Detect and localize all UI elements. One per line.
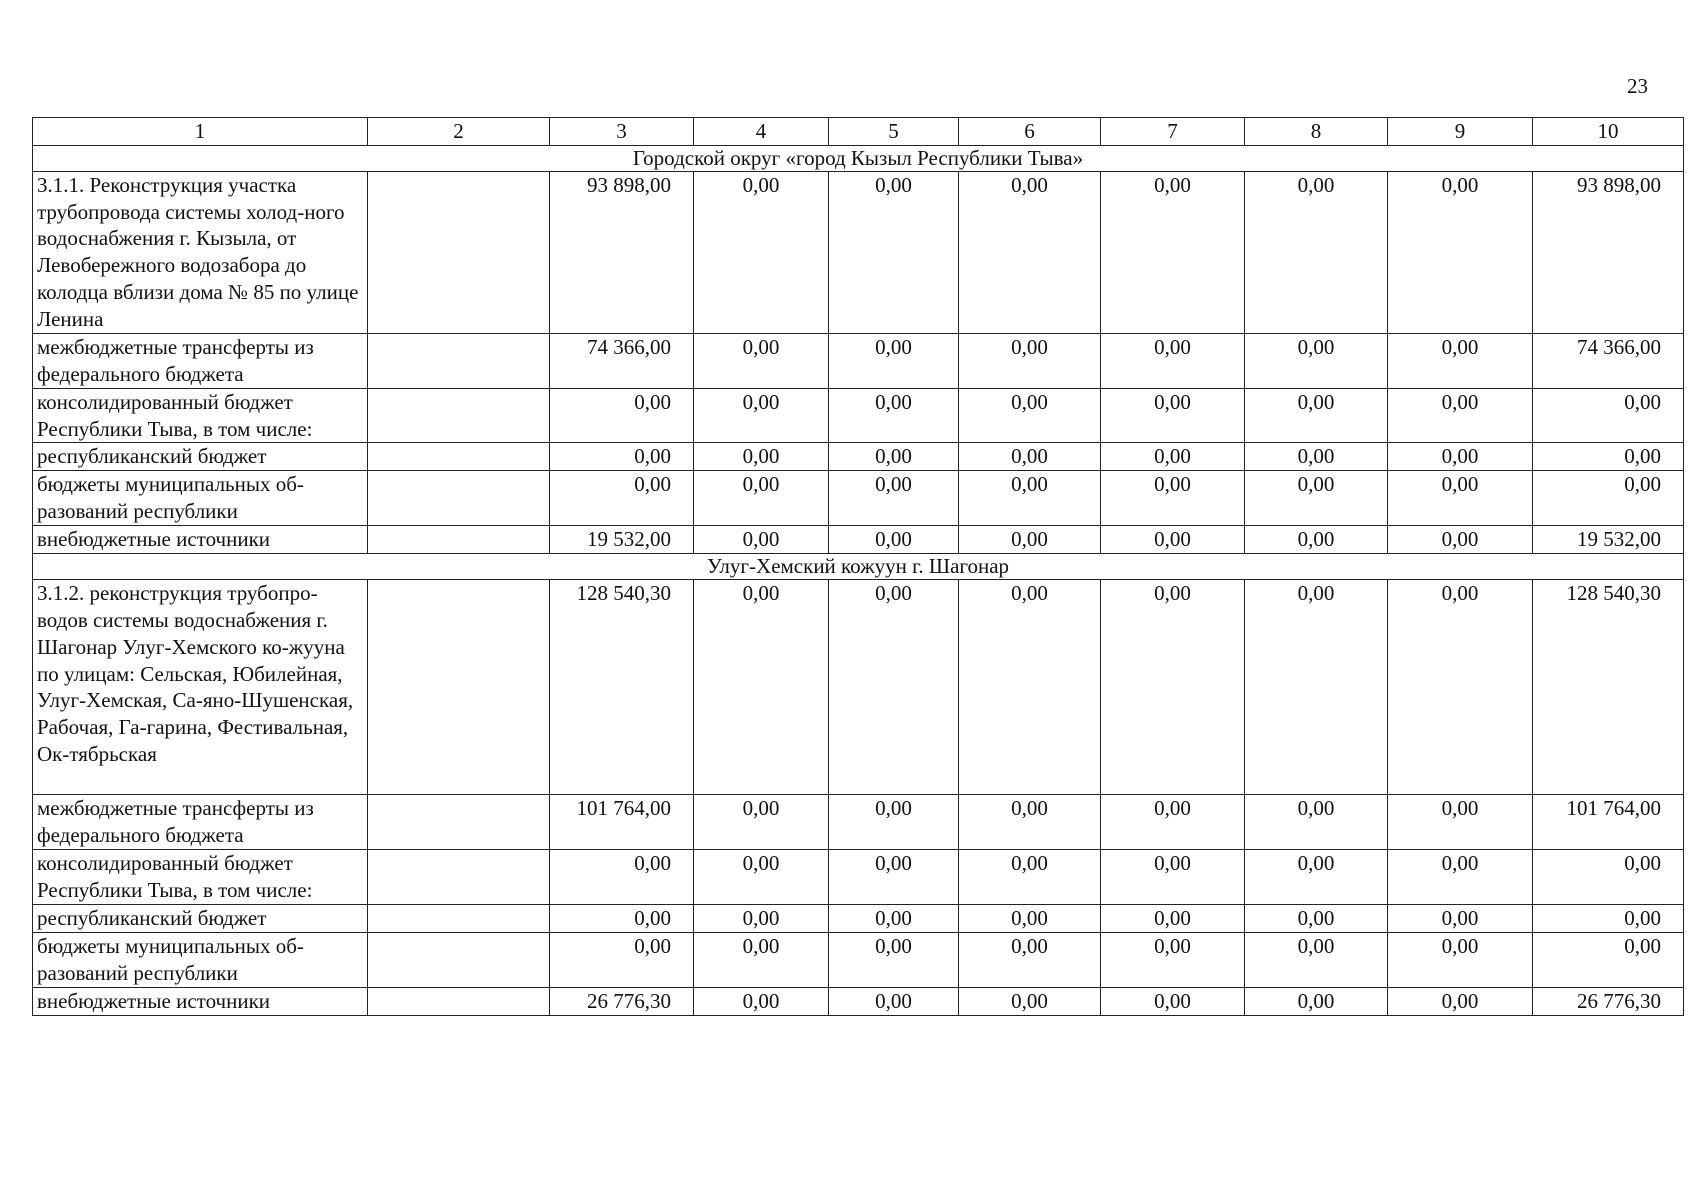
value-cell: 0,00	[1388, 904, 1533, 932]
page-number: 23	[1627, 74, 1648, 98]
value-cell: 0,00	[1388, 443, 1533, 471]
value-cell: 0,00	[1245, 443, 1388, 471]
value-cell: 0,00	[1101, 172, 1245, 334]
value-cell: 0,00	[829, 987, 959, 1015]
value-cell: 0,00	[829, 526, 959, 554]
value-cell: 0,00	[694, 795, 829, 850]
value-cell: 0,00	[1245, 932, 1388, 987]
table-row	[33, 389, 1684, 443]
column-number: 4	[694, 118, 829, 146]
empty-cell	[368, 443, 550, 471]
value-cell: 0,00	[829, 334, 959, 389]
row-label: межбюджетные трансферты из федерального бюджета	[33, 334, 368, 389]
value-cell: 0,00	[959, 987, 1101, 1015]
section-header-row	[33, 146, 1684, 172]
table-row	[33, 334, 1684, 389]
value-cell: 0,00	[829, 389, 959, 443]
empty-cell	[368, 795, 550, 850]
empty-cell	[368, 580, 550, 795]
column-number: 9	[1388, 118, 1533, 146]
value-cell: 93 898,00	[550, 172, 694, 334]
value-cell: 0,00	[1101, 932, 1245, 987]
value-cell: 0,00	[959, 932, 1101, 987]
value-cell: 0,00	[1388, 987, 1533, 1015]
value-cell: 0,00	[1533, 904, 1684, 932]
value-cell: 0,00	[1388, 850, 1533, 904]
value-cell: 0,00	[694, 471, 829, 526]
value-cell: 0,00	[694, 334, 829, 389]
empty-cell	[368, 389, 550, 443]
value-cell: 0,00	[1101, 580, 1245, 795]
row-label: 3.1.2. реконструкция трубопро-водов системы водоснабжения г. Шагонар Улуг-Хемского ко-жууна по улицам: Сельская, Юбилейная, Улуг-Хемская, Са-яно-Шушенская, Рабочая, Га-гарина, Фестивальная, Ок-тябрьская	[33, 580, 368, 795]
row-label: республиканский бюджет	[33, 443, 368, 471]
value-cell: 0,00	[1533, 389, 1684, 443]
value-cell: 0,00	[1533, 850, 1684, 904]
value-cell: 0,00	[959, 471, 1101, 526]
value-cell: 0,00	[1101, 850, 1245, 904]
empty-cell	[368, 932, 550, 987]
value-cell: 0,00	[694, 389, 829, 443]
value-cell: 128 540,30	[550, 580, 694, 795]
column-number: 1	[33, 118, 368, 146]
value-cell: 0,00	[1245, 904, 1388, 932]
value-cell: 0,00	[959, 580, 1101, 795]
row-label: межбюджетные трансферты из федерального бюджета	[33, 795, 368, 850]
value-cell: 0,00	[959, 526, 1101, 554]
value-cell: 0,00	[694, 904, 829, 932]
table-row	[33, 795, 1684, 850]
empty-cell	[368, 471, 550, 526]
value-cell: 0,00	[1245, 795, 1388, 850]
value-cell: 0,00	[959, 443, 1101, 471]
row-label: внебюджетные источники	[33, 526, 368, 554]
value-cell: 0,00	[1533, 932, 1684, 987]
value-cell: 0,00	[1388, 526, 1533, 554]
table-row	[33, 987, 1684, 1015]
column-number: 6	[959, 118, 1101, 146]
row-label: консолидированный бюджет Республики Тыва, в том числе:	[33, 850, 368, 904]
column-number-row	[33, 118, 1684, 146]
value-cell: 0,00	[959, 904, 1101, 932]
table-row	[33, 850, 1684, 904]
value-cell: 0,00	[1388, 389, 1533, 443]
value-cell: 26 776,30	[550, 987, 694, 1015]
value-cell: 74 366,00	[1533, 334, 1684, 389]
value-cell: 0,00	[959, 850, 1101, 904]
value-cell: 0,00	[1245, 334, 1388, 389]
value-cell: 0,00	[829, 795, 959, 850]
value-cell: 0,00	[829, 172, 959, 334]
value-cell: 0,00	[1388, 471, 1533, 526]
value-cell: 0,00	[694, 443, 829, 471]
value-cell: 0,00	[694, 580, 829, 795]
value-cell: 0,00	[550, 932, 694, 987]
value-cell: 128 540,30	[1533, 580, 1684, 795]
column-number: 10	[1533, 118, 1684, 146]
empty-cell	[368, 987, 550, 1015]
value-cell: 0,00	[1101, 471, 1245, 526]
column-number: 5	[829, 118, 959, 146]
value-cell: 0,00	[829, 904, 959, 932]
value-cell: 19 532,00	[550, 526, 694, 554]
value-cell: 0,00	[694, 172, 829, 334]
table-row	[33, 580, 1684, 795]
value-cell: 0,00	[1388, 334, 1533, 389]
column-number: 7	[1101, 118, 1245, 146]
column-number: 3	[550, 118, 694, 146]
column-number: 2	[368, 118, 550, 146]
section-title: Городской округ «город Кызыл Республики Тыва»	[33, 146, 1684, 172]
row-label: республиканский бюджет	[33, 904, 368, 932]
table-row	[33, 172, 1684, 334]
value-cell: 0,00	[959, 334, 1101, 389]
value-cell: 0,00	[1101, 443, 1245, 471]
value-cell: 0,00	[550, 904, 694, 932]
row-label: бюджеты муниципальных об-разований республики	[33, 932, 368, 987]
value-cell: 0,00	[829, 443, 959, 471]
row-label: 3.1.1. Реконструкция участка трубопровода системы холод-ного водоснабжения г. Кызыла, от Левобережного водозабора до колодца вблизи дома № 85 по улице Ленина	[33, 172, 368, 334]
table-row	[33, 932, 1684, 987]
value-cell: 0,00	[1245, 471, 1388, 526]
empty-cell	[368, 850, 550, 904]
value-cell: 0,00	[1245, 580, 1388, 795]
value-cell: 0,00	[1101, 904, 1245, 932]
value-cell: 0,00	[1533, 471, 1684, 526]
value-cell: 0,00	[1101, 334, 1245, 389]
value-cell: 74 366,00	[550, 334, 694, 389]
value-cell: 0,00	[1388, 580, 1533, 795]
value-cell: 19 532,00	[1533, 526, 1684, 554]
value-cell: 93 898,00	[1533, 172, 1684, 334]
value-cell: 0,00	[694, 987, 829, 1015]
empty-cell	[368, 172, 550, 334]
empty-cell	[368, 334, 550, 389]
empty-cell	[368, 526, 550, 554]
value-cell: 0,00	[1245, 389, 1388, 443]
value-cell: 0,00	[959, 795, 1101, 850]
table-row	[33, 471, 1684, 526]
value-cell: 0,00	[829, 580, 959, 795]
value-cell: 0,00	[1245, 526, 1388, 554]
value-cell: 0,00	[1388, 172, 1533, 334]
value-cell: 0,00	[829, 932, 959, 987]
value-cell: 0,00	[1533, 443, 1684, 471]
value-cell: 0,00	[959, 172, 1101, 334]
row-label: внебюджетные источники	[33, 987, 368, 1015]
value-cell: 0,00	[829, 850, 959, 904]
value-cell: 0,00	[550, 850, 694, 904]
empty-cell	[368, 904, 550, 932]
value-cell: 0,00	[550, 471, 694, 526]
section-header-row	[33, 554, 1684, 580]
value-cell: 0,00	[959, 389, 1101, 443]
value-cell: 101 764,00	[550, 795, 694, 850]
value-cell: 0,00	[829, 471, 959, 526]
value-cell: 0,00	[1101, 526, 1245, 554]
value-cell: 0,00	[550, 389, 694, 443]
row-label: бюджеты муниципальных об-разований республики	[33, 471, 368, 526]
value-cell: 101 764,00	[1533, 795, 1684, 850]
value-cell: 0,00	[1388, 932, 1533, 987]
value-cell: 0,00	[1245, 172, 1388, 334]
table-row	[33, 443, 1684, 471]
table-row	[33, 526, 1684, 554]
value-cell: 0,00	[1245, 850, 1388, 904]
value-cell: 0,00	[550, 443, 694, 471]
table-row	[33, 904, 1684, 932]
value-cell: 0,00	[694, 932, 829, 987]
section-title: Улуг-Хемский кожуун г. Шагонар	[33, 554, 1684, 580]
value-cell: 0,00	[694, 526, 829, 554]
row-label: консолидированный бюджет Республики Тыва, в том числе:	[33, 389, 368, 443]
value-cell: 0,00	[1101, 389, 1245, 443]
value-cell: 0,00	[1245, 987, 1388, 1015]
value-cell: 26 776,30	[1533, 987, 1684, 1015]
budget-table	[32, 117, 1684, 1016]
value-cell: 0,00	[694, 850, 829, 904]
column-number: 8	[1245, 118, 1388, 146]
value-cell: 0,00	[1101, 987, 1245, 1015]
value-cell: 0,00	[1101, 795, 1245, 850]
value-cell: 0,00	[1388, 795, 1533, 850]
